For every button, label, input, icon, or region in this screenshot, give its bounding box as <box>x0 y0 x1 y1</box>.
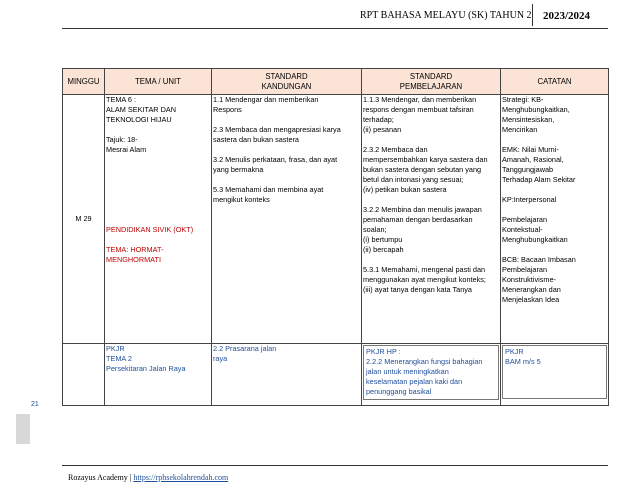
document-title: RPT BAHASA MELAYU (SK) TAHUN 2 <box>360 10 532 21</box>
col-header-standard-pembelajaran: STANDARD PEMBELAJARAN <box>362 69 501 95</box>
civic-education-label: PENDIDIKAN SIVIK (OKT) <box>106 225 194 234</box>
tema-text: TEMA 6 : ALAM SEKITAR DAN TEKNOLOGI HIJAU Tajuk: 18- Mesrai Alam <box>106 95 177 154</box>
page-number: 21 <box>31 401 39 408</box>
table-header-row <box>63 69 609 95</box>
cell-pkjr-tema: PKJR TEMA 2 Persekitaran Jalan Raya <box>105 344 212 406</box>
header-rule <box>62 28 608 29</box>
cell-minggu-empty <box>63 344 105 406</box>
cell-tema <box>105 95 212 344</box>
cell-minggu: M 29 <box>63 95 105 344</box>
footer-text: Rozayus Academy | <box>68 473 134 482</box>
col-header-standard-kandungan: STANDARD KANDUNGAN <box>212 69 362 95</box>
footer-rule <box>62 465 608 466</box>
pkjr-catatan-box: PKJR BAM m/s 5 <box>502 345 607 399</box>
header-separator <box>532 4 533 26</box>
page-side-marker <box>16 414 30 444</box>
cell-standard-kandungan: 1.1 Mendengar dan memberikan Respons 2.3 Membaca dan mengapresiasi karya sastera dan bukan sastera 3.2 Menulis perkataan, frasa, dan ayat yang bermakna 5.3 Memahami dan membina ayat mengikut konteks <box>212 95 362 344</box>
civic-theme-label: TEMA: HORMAT- MENGHORMATI <box>106 245 164 264</box>
cell-pkjr-catatan <box>501 344 609 406</box>
table-row <box>63 344 609 406</box>
document-year: 2023/2024 <box>543 10 591 22</box>
cell-catatan: Strategi: KB- Menghubungkaitkan, Mensintesiskan, Mencirikan EMK: Nilai Murni- Amanah, Rasional, Tanggungjawab Terhadap Alam Sekitar KP:Interpersonal Pembelajaran Kontekstual- Menghubungkaitkan BCB: Bacaan Imbasan Pembelajaran Konstruktivisme- Menerangkan dan Menjelaskan Idea <box>501 95 609 344</box>
table-row <box>63 95 609 344</box>
cell-pkjr-kandungan: 2.2 Prasarana jalan raya <box>212 344 362 406</box>
cell-standard-pembelajaran: 1.1.3 Mendengar, dan memberikan respons dengan membuat tafsiran terhadap; (ii) pesanan 2.3.2 Membaca dan mempersembahkan karya sastera dan bukan sastera dengan sebutan yang betul dan intonasi yang sesuai; (iv) petikan bukan sastera 3.2.2 Membina dan menulis jawapan pemahaman dengan berdasarkan soalan; (i) bertumpu (ii) bercapah 5.3.1 Memahami, mengenal pasti dan menggunakan ayat mengikut konteks; (iii) ayat tanya dengan kata Tanya <box>362 95 501 344</box>
col-header-catatan: CATATAN <box>501 69 609 95</box>
col-header-minggu: MINGGU <box>63 69 105 95</box>
footer-link[interactable]: https://rphsekolahrendah.com <box>133 473 229 482</box>
cell-pkjr-pembelajaran <box>362 344 501 406</box>
rpt-table <box>62 68 609 406</box>
col-header-tema: TEMA / UNIT <box>105 69 212 95</box>
page-footer <box>68 473 228 482</box>
pkjr-hp-box: PKJR HP : 2.2.2 Menerangkan fungsi bahagian jalan untuk meningkatkan keselamatan pejalan kaki dan penunggang basikal <box>363 345 499 400</box>
page-header <box>0 0 638 30</box>
